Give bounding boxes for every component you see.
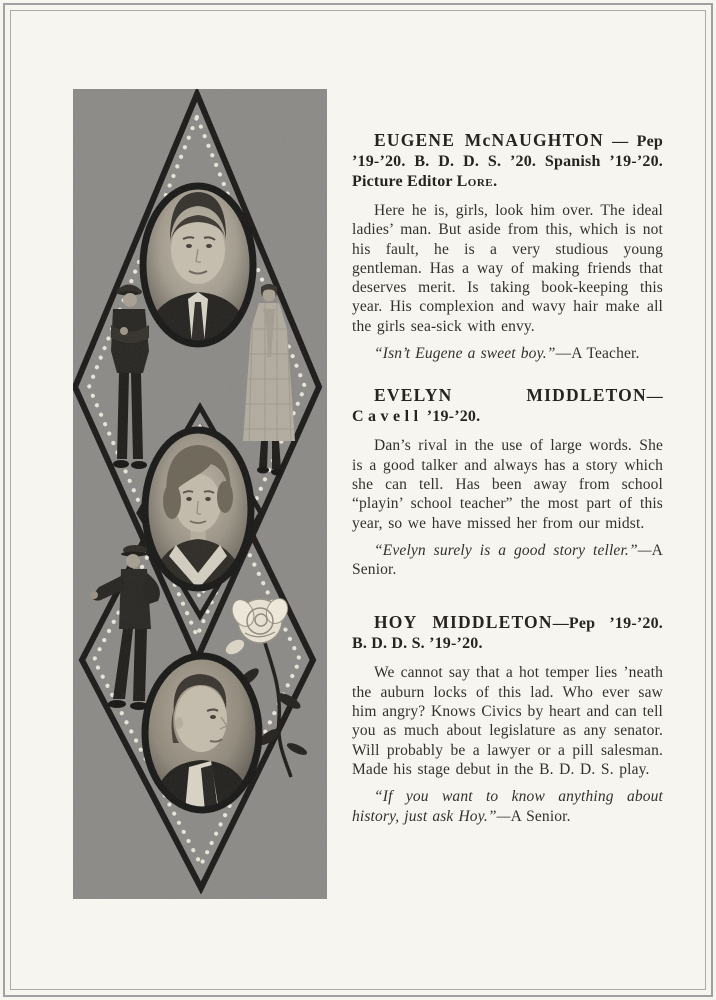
entry-quote-line	[352, 344, 663, 363]
bio-entry-evelyn-middleton	[352, 385, 663, 579]
quote-attribution: A Senior.	[352, 541, 663, 579]
entry-heading: HOY MIDDLETON—Pep ’19-’20. B. D. D. S. ’19-’20.	[352, 612, 668, 653]
quote-text: “If you want to know anything about history, just ask Hoy.”—	[352, 788, 663, 825]
entry-body: We cannot say that a hot temper lies ’neath the auburn locks of this lad. Who ever saw him angry? Knows Civics by heart and can tell you as much about legislature as any senator. Will probably be a lawyer or a pill salesman. Made his stage debut in the B. D. D. S. play.	[352, 664, 663, 778]
quote-text: “Evelyn surely is a good story teller.”—	[374, 541, 652, 559]
photo-collage-art	[73, 89, 327, 899]
quote-attribution: A Senior.	[510, 807, 571, 825]
entry-heading: EVELYN MIDDLETON—Cavell ’19-’20.	[352, 385, 663, 426]
entry-quote-line	[352, 541, 663, 580]
photo-grain-texture	[73, 89, 327, 899]
quote-attribution: —A Teacher.	[555, 345, 640, 363]
entry-quote-line	[352, 787, 663, 826]
entry-body: Here he is, girls, look him over. The ideal ladies’ man. But aside from this, which is not his fault, he is a very studious young gentleman. Has a way of making friends that deserves merit. Is taking book-keeping this year. His complexion and wavy hair make all the girls sea-sick with envy.	[352, 202, 663, 335]
entry-body: Dan’s rival in the use of large words. She is a good talker and always has a story which she can tell. Has been away from school “playin’ school teacher” the most part of this year, so we have missed her from our midst.	[352, 437, 663, 532]
photo-collage	[73, 89, 327, 899]
entry-heading: EUGENE McNAUGHTON — Pep ’19-’20. B. D. D. S. ’20. Spanish ’19-’20. Picture Editor Lore.	[352, 130, 668, 190]
bio-entry-hoy-middleton	[352, 612, 668, 825]
bio-entry-eugene-mcnaughton	[352, 130, 668, 363]
bio-column	[352, 130, 668, 826]
quote-text: “Isn’t Eugene a sweet boy.”	[374, 345, 556, 363]
